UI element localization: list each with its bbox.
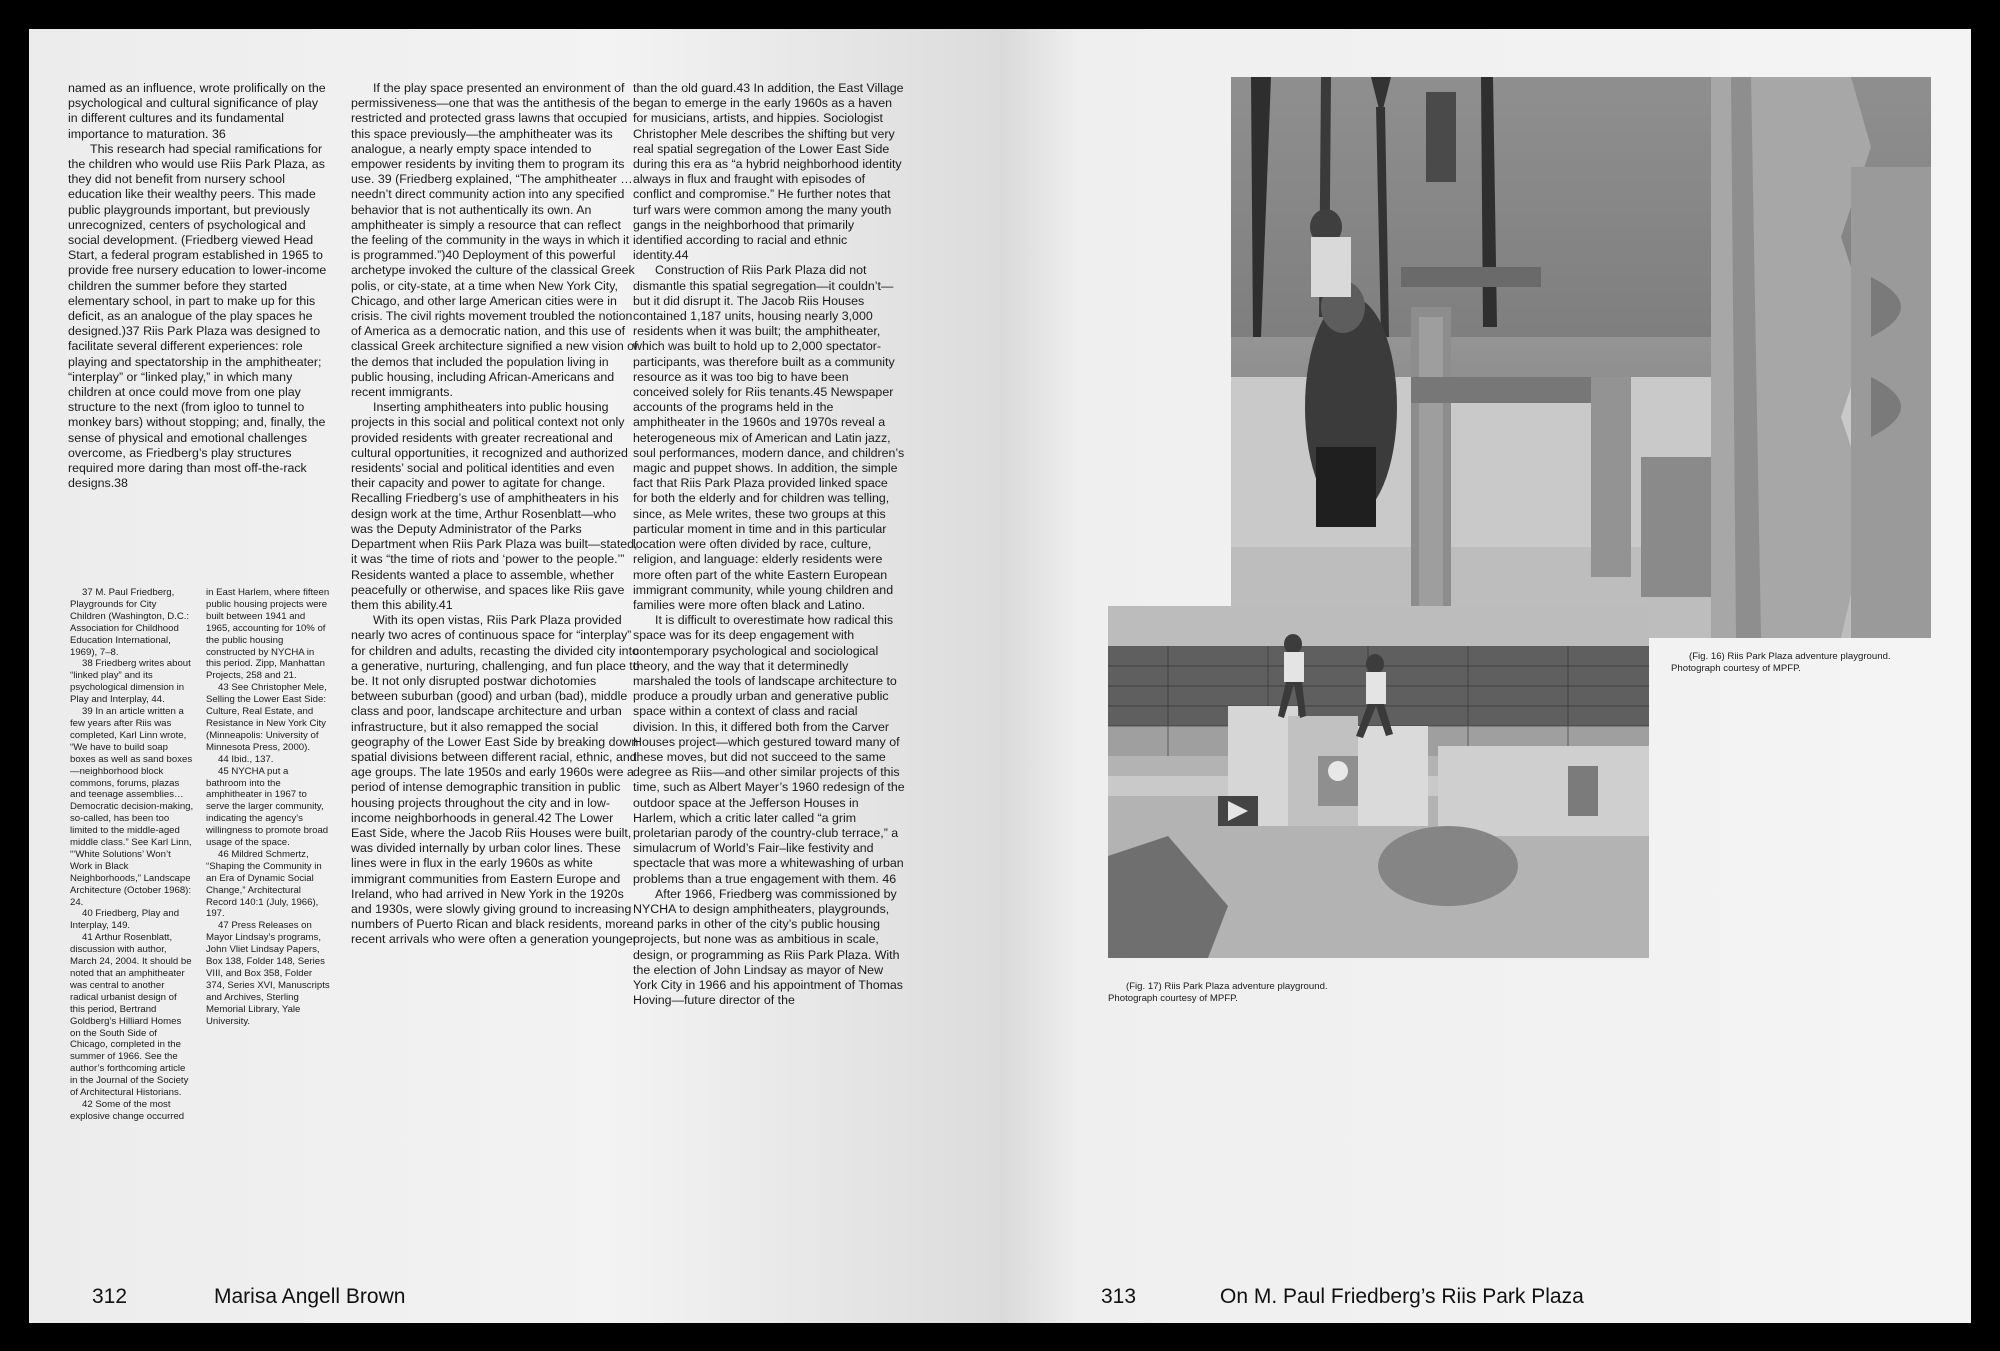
page-number: 312	[92, 1285, 128, 1308]
paragraph: than the old guard.43 In addition, the East Village began to emerge in the early 1960s as a haven for musicians, artists, and hippies. Sociologist Christopher Mele describes the shifting but very real spatial segregation of the Lower East Side during this era as “a hybrid neighborhood identity always in flux and fraught with episodes of conflict and compromise.” He further notes that turf wars were common among the many youth gangs in the neighborhood that primarily identified according to racial and ethnic identity.44	[633, 81, 904, 263]
running-head: On M. Paul Friedberg’s Riis Park Plaza	[1220, 1285, 1584, 1308]
paragraph: It is difficult to overestimate how radical this space was for its deep engagement with contemporary psychological and sociological theory, and the way that it determinedly marshaled the tools of landscape architecture to produce a proudly urban and generative public space within a context of class and racial division. In this, it differed both from the Carver Houses project—which gestured toward many of these moves, but did not succeed to the same degree as Riis—and other similar projects of this time, such as Albert Mayer’s 1960 redesign of the outdoor space at the Jefferson Houses in Harlem, which a critic later called “a grim proletarian parody of the country-club terrace,” a simulacrum of World’s Fair–like festivity and spectacle that was more a whitewashing of urban problems than a true engagement with them. 46	[633, 613, 905, 886]
caption-line: Photograph courtesy of MPFP.	[1108, 993, 1238, 1004]
footnote: 42 Some of the most explosive change occurred	[70, 1098, 185, 1122]
footnote: 45 NYCHA put a bathroom into the amphitheater in 1967 to serve the larger community, indicating the agency’s willingness to promote broad usage of the space.	[206, 765, 329, 849]
left-page	[29, 29, 1000, 1323]
text-column-3	[633, 81, 905, 1008]
footnote: 39 In an article written a few years after Riis was completed, Karl Linn wrote, “We have to build soap boxes as well as sand boxes—neighborhood block commons, forums, plazas and teenage assemblies… Democratic decision-making, so-called, has been too limited to the middle-aged middle class.” See Karl Linn, “‘White Solutions’ Won’t Work in Black Neighborhoods,” Landscape Architecture (October 1968): 24.	[70, 706, 194, 908]
text-column-2	[351, 81, 641, 948]
caption-line: (Fig. 17) Riis Park Plaza adventure playground.	[1126, 981, 1328, 992]
paragraph: named as an influence, wrote prolifically on the psychological and cultural significance of play in different cultures and its fundamental importance to maturation. 36	[68, 81, 326, 141]
footnotes-column-a	[70, 587, 194, 1123]
footnote: 44 Ibid., 137.	[218, 753, 274, 765]
footnotes-column-b	[206, 587, 330, 1028]
figure-17-caption	[1108, 981, 1368, 1005]
caption-line: Photograph courtesy of MPFP.	[1671, 663, 1801, 674]
footnote: 38 Friedberg writes about “linked play” and its psychological dimension in Play and Interplay, 44.	[70, 658, 191, 706]
figure-16-caption	[1671, 651, 1931, 675]
paragraph: This research had special ramifications for the children who would use Riis Park Plaza, as they did not benefit from nursery school education like their wealthy peers. This made public playgrounds important, but previously unrecognized, centers of psychological and social development. (Friedberg viewed Head Start, a federal program established in 1965 to provide free nursery education to lower-income children the summer before they started elementary school, in part to make up for this deficit, as an analogue of the play spaces he designed.)37 Riis Park Plaza was designed to facilitate several different experiences: role playing and spectatorship in the amphitheater; “interplay” or “linked play,” in which many children at once could move from one play structure to the next (from igloo to tunnel to monkey bars) without stopping; and, finally, the sense of physical and emotional challenges overcome, as Friedberg’s play structures required more daring than most off-the-rack designs.38	[68, 141, 327, 491]
caption-line: (Fig. 16) Riis Park Plaza adventure playground.	[1689, 651, 1891, 662]
text-column-1	[68, 81, 328, 491]
paragraph: If the play space presented an environment of permissiveness—one that was the antithesis of the restricted and protected grass lawns that occupied this space previously—the amphitheater was its analogue, a nearly empty space intended to empower residents by inviting them to program its use. 39 (Friedberg explained, “The amphitheater … needn’t direct community action into any specified behavior that is not authentically its own. An amphitheater is simply a resource that can reflect the feeling of the community in the ways in which it is programmed.”)40 Deployment of this powerful archetype invoked the culture of the classical Greek polis, or city-state, at a time when New York City, Chicago, and other large American cities were in crisis. The civil rights movement troubled the notion of America as a democratic nation, and this use of classical Greek architecture signified a new vision of the demos that included the population living in public housing, including African-Americans and recent immigrants.	[351, 81, 638, 400]
footnote: in East Harlem, where fifteen public housing projects were built between 1941 and 1965, accounting for 10% of the public housing constructed by NYCHA in this period. Zipp, Manhattan Projects, 258 and 21.	[206, 587, 330, 682]
running-head: Marisa Angell Brown	[214, 1285, 406, 1308]
footnote: 43 See Christopher Mele, Selling the Lower East Side: Culture, Real Estate, and Resistance in New York City (Minneapolis: University of Minnesota Press, 2000).	[206, 682, 327, 753]
page-number: 313	[1101, 1285, 1137, 1308]
footnote: 41 Arthur Rosenblatt, discussion with author, March 24, 2004. It should be noted that an amphitheater was central to another radical urbanist design of this period, Bertrand Goldberg’s Hilliard Homes on the South Side of Chicago, completed in the summer of 1966. See the author’s forthcoming article in the Journal of the Society of Architectural Historians.	[70, 932, 192, 1099]
right-page	[1000, 29, 1971, 1323]
footnote: 40 Friedberg, Play and Interplay, 149.	[70, 908, 180, 932]
footnote: 47 Press Releases on Mayor Lindsay’s programs, John Vliet Lindsay Papers, Box 138, Folder 148, Series VIII, and Box 358, Folder 374, Series XVI, Manuscripts and Archives, Sterling Memorial Library, Yale University.	[206, 920, 330, 1027]
paragraph: Inserting amphitheaters into public housing projects in this social and political context not only provided residents with greater recreational and cultural opportunities, it recognized and authorized residents’ social and political identities and even their capacity and power to agitate for change. Recalling Friedberg’s use of amphitheaters in his design work at the time, Arthur Rosenblatt—who was the Deputy Administrator of the Parks Department when Riis Park Plaza was built—stated, it was “the time of riots and ‘power to the people.’” Residents wanted a place to assemble, whether peacefully or otherwise, and spaces like Riis gave them this ability.41	[351, 400, 638, 612]
paragraph: Construction of Riis Park Plaza did not dismantle this spatial segregation—it couldn’t—but it did disrupt it. The Jacob Riis Houses contained 1,187 units, housing nearly 3,000 residents when it was built; the amphitheater, which was built to hold up to 2,000 spectator-participants, was therefore built as a community resource as it was too big to have been conceived solely for Riis tenants.45 Newspaper accounts of the programs held in the amphitheater in the 1960s and 1970s reveal a heterogeneous mix of American and Latin jazz, soul performances, modern dance, and children’s magic and puppet shows. In addition, the simple fact that Riis Park Plaza provided linked space for both the elderly and for children was telling, since, as Mele writes, these two groups at this particular moment in time and in this particular location were often divided by race, culture, religion, and language: elderly residents were more often part of the white Eastern European immigrant community, while young children and families were more often black and Latino.	[633, 263, 905, 612]
figure-17-photo	[1108, 606, 1649, 958]
paragraph: With its open vistas, Riis Park Plaza provided nearly two acres of continuous space for “interplay” for children and adults, recasting the divided city into a generative, nurturing, challenging, and fun place to be. It not only disrupted postwar dichotomies between suburban (good) and urban (bad), middle class and poor, landscape architecture and urban infrastructure, but it also remapped the social geography of the Lower East Side by breaking down spatial divisions between different racial, ethnic, and age groups. The late 1950s and early 1960s were a period of intense demographic transition in public housing projects throughout the city and in low-income neighborhoods in general.42 The Lower East Side, where the Jacob Riis Houses were built, was divided internally by urban color lines. These lines were in flux in the early 1960s as white immigrant communities from Eastern Europe and Ireland, who had arrived in New York in the 1920s and 1930s, were slowly giving ground to increasing numbers of Puerto Rican and black residents, more recent arrivals who were often a generation younger	[351, 613, 640, 947]
paragraph: After 1966, Friedberg was commissioned by NYCHA to design amphitheaters, playgrounds, and parks in other of the city’s public housing projects, but none was as ambitious in scale, design, or programming as Riis Park Plaza. With the election of John Lindsay as mayor of New York City in 1966 and his appointment of Thomas Hoving—future director of the	[633, 886, 904, 1008]
figure-16-photo	[1231, 77, 1931, 638]
footnote: 37 M. Paul Friedberg, Playgrounds for City Children (Washington, D.C.: Association for Childhood Education International, 1969), 7–8.	[70, 587, 190, 658]
footnote: 46 Mildred Schmertz, “Shaping the Community in an Era of Dynamic Social Change,” Architectural Record 140:1 (July, 1966), 197.	[206, 848, 322, 920]
